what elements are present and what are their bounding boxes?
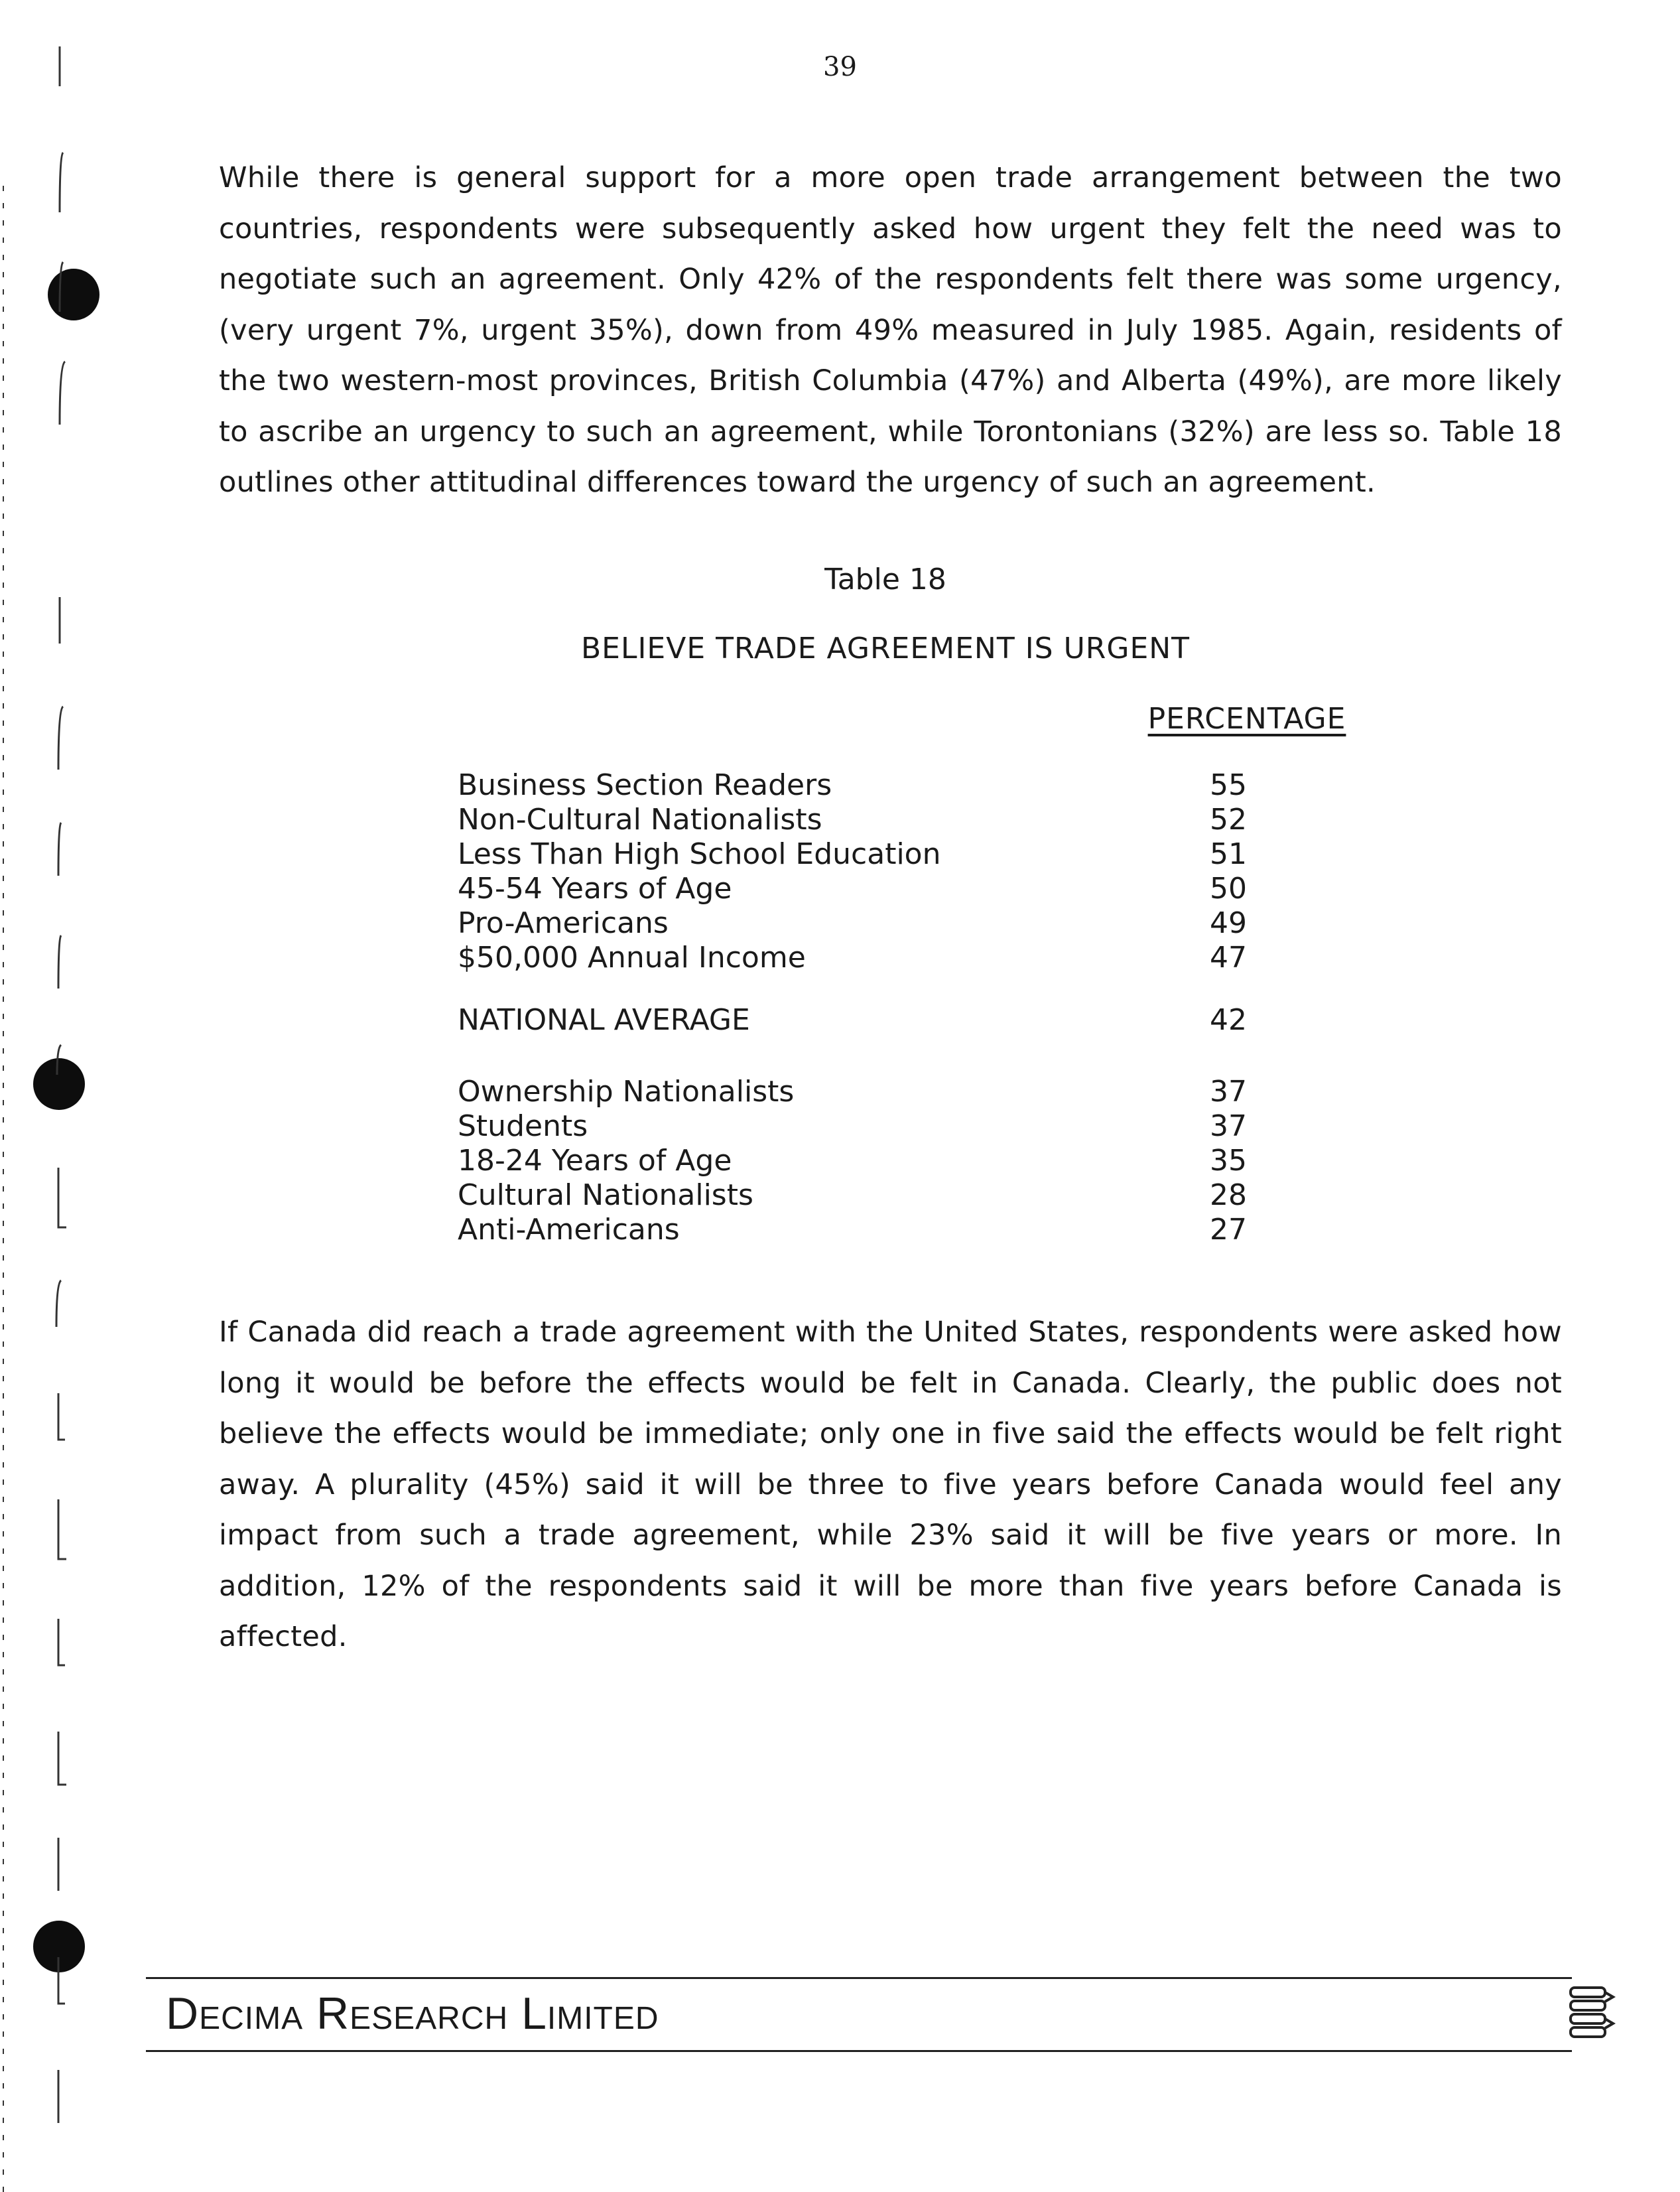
row-label: 45-54 Years of Age: [458, 872, 732, 906]
table-row: [458, 1213, 1307, 1247]
row-value: 52: [1210, 803, 1247, 837]
table-national-average: [458, 1003, 1307, 1038]
row-value: 35: [1210, 1144, 1247, 1178]
table-row: [458, 941, 1307, 975]
row-label: $50,000 Annual Income: [458, 941, 806, 975]
row-value: 51: [1210, 837, 1247, 871]
body-paragraph-1: While there is general support for a more open trade arrangement between the two countries, respondents were subsequently asked how urgent they felt the need was to negotiate such an agreement. Only 42% of the respondents felt there was some urgency, (very urgent 7%, urgent 35%), down from 49% measured in July 1985. Again, residents of the two western-most provinces, British Columbia (47%) and Alberta (49%), are more likely to ascribe an urgency to such an agreement, while Torontonians (32%) are less so. Table 18 outlines other attitudinal differences toward the urgency of such an agreement.: [219, 161, 1562, 499]
row-label: Cultural Nationalists: [458, 1178, 753, 1212]
row-label: Students: [458, 1109, 588, 1143]
body-paragraph-2: If Canada did reach a trade agreement with the United States, respondents were asked how long it would be before the effects would be felt in Canada. Clearly, the public does not believe the effects would be immediate; only one in five said the effects would be felt right away. A plurality (45%) said it will be three to five years before Canada would feel any impact from such a trade agreement, while 23% said it will be five years or more. In addition, 12% of the respondents said it will be more than five years before Canada is affected.: [219, 1316, 1562, 1653]
binder-edge: [0, 0, 113, 2192]
table-row: [458, 1075, 1307, 1109]
table-group-below-average: [458, 1075, 1307, 1247]
table-group-above-average: [458, 768, 1307, 975]
page-number: 39: [823, 52, 857, 82]
table-title: BELIEVE TRADE AGREEMENT IS URGENT: [580, 632, 1191, 665]
row-label: Ownership Nationalists: [458, 1075, 795, 1109]
row-value: 55: [1210, 768, 1247, 802]
footer-divider-top: [146, 1977, 1572, 1979]
row-label: Non-Cultural Nationalists: [458, 803, 822, 837]
table-row: [458, 803, 1307, 837]
row-value: 27: [1210, 1213, 1247, 1247]
row-value: 49: [1210, 906, 1247, 940]
row-value: 37: [1210, 1075, 1247, 1109]
table-row: [458, 872, 1307, 906]
footer-company-name: Decima Research Limited: [166, 1988, 659, 2039]
footer-divider-bottom: [146, 2050, 1572, 2052]
table-row: [458, 906, 1307, 941]
row-label: Anti-Americans: [458, 1213, 680, 1247]
table-row: [458, 837, 1307, 872]
row-label: Less Than High School Education: [458, 837, 941, 871]
row-value: 37: [1210, 1109, 1247, 1143]
table-row: [458, 768, 1307, 803]
row-value: 28: [1210, 1178, 1247, 1212]
row-label: Pro-Americans: [458, 906, 669, 940]
row-value: 42: [1210, 1003, 1247, 1037]
table-row: [458, 1109, 1307, 1144]
table-row: [458, 1144, 1307, 1178]
table-row-average: [458, 1003, 1307, 1038]
row-label: Business Section Readers: [458, 768, 832, 802]
table-row: [458, 1178, 1307, 1213]
table-column-header: PERCENTAGE: [1147, 702, 1346, 736]
decima-logo-icon: [1565, 1984, 1618, 2043]
row-label: 18-24 Years of Age: [458, 1144, 732, 1178]
table-number: Table 18: [824, 563, 946, 596]
row-value: 50: [1210, 872, 1247, 906]
scan-edge-marks: [0, 0, 113, 2192]
row-label: NATIONAL AVERAGE: [458, 1003, 750, 1037]
row-value: 47: [1210, 941, 1247, 975]
